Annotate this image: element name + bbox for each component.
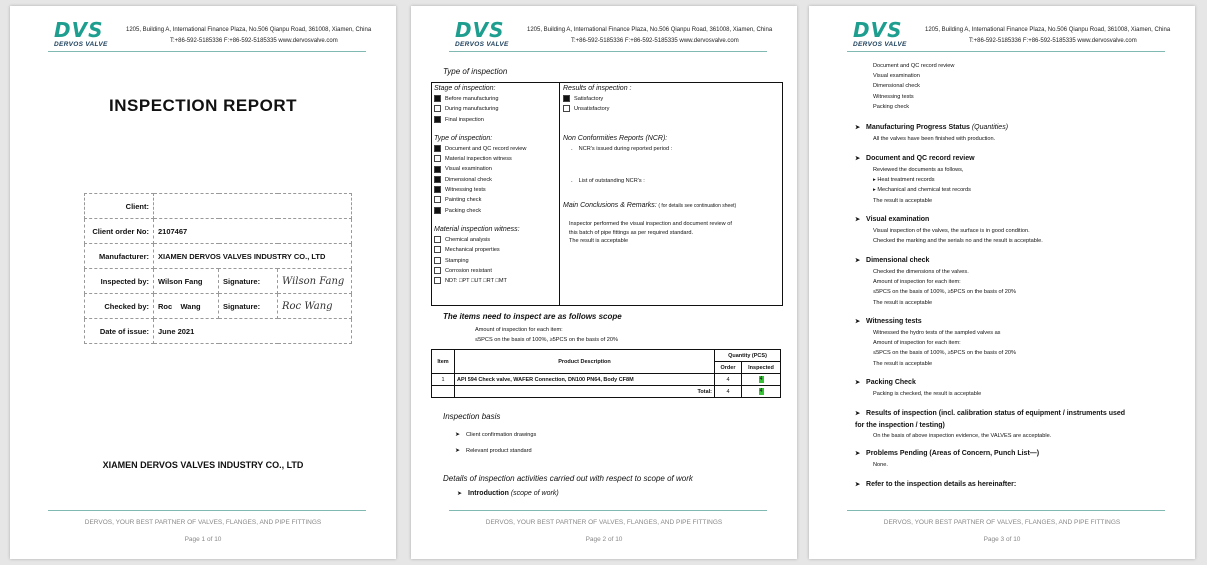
right-column: Results of inspection : Satisfactory Unsatisfactory Non Conformities Reports (NCR): . NCR’s issued during reported period : . List of outstanding NCR’s : Main Conclusions & Remarks: ( for details see continuation sheet) Inspector performed the visual inspection and document review of this batch of pipe fittings as per required standard. The result is acceptable <box>563 83 781 246</box>
header-divider <box>48 51 366 52</box>
table-row <box>85 194 352 219</box>
witnessing-section: ➤ Witnessing tests Witnessed the hydro tests of the sampled valves as Amount of inspection for each item: ≤5PCS on the basis of 100%, ≥5PCS on the basis of 20% The result is acceptable <box>855 318 1016 367</box>
results-section: ➤ Results of inspection (incl. calibration status of equipment / instruments used for the inspection / testing) On the basis of above inspection evidence, the VALVES are acceptable. <box>855 410 1126 439</box>
material-label: Mechanical properties <box>445 247 500 254</box>
type-list <box>434 144 556 216</box>
page-3 <box>809 6 1195 559</box>
arrow-icon: ➤ <box>457 491 463 497</box>
type-item <box>434 164 556 174</box>
quantity-table <box>431 349 781 398</box>
type-label: Packing check <box>445 207 482 214</box>
list-item: Visual examination <box>873 73 920 80</box>
total-label: Total: <box>455 386 715 398</box>
material-label: Stamping <box>445 257 469 264</box>
basis-item-2: ➤ Relevant product standard <box>455 448 532 454</box>
manufacturer-label: Manufacturer: <box>85 244 154 269</box>
type-item <box>434 185 556 195</box>
scope-line-1: Amount of inspection for each item: <box>475 327 563 333</box>
header-divider <box>449 51 767 52</box>
logo-mark: DVS <box>455 18 505 42</box>
company-logo <box>853 20 915 48</box>
type-label: Witnessing tests <box>445 187 486 194</box>
inspection-type-box <box>431 82 783 306</box>
result-item <box>563 104 781 114</box>
stage-heading: Stage of inspection: <box>434 85 496 92</box>
main-text-3: The result is acceptable <box>569 238 629 245</box>
checked-box-icon <box>563 95 570 102</box>
table-row <box>85 319 352 344</box>
logo-text: DERVOS VALVE <box>853 41 907 48</box>
material-item <box>434 256 556 266</box>
type-label: Painting check <box>445 197 482 204</box>
order-value: 2107467 <box>154 219 352 244</box>
scope-title: The items need to inspect are as follows scope <box>443 312 622 321</box>
main-text-1: Inspector performed the visual inspection and document review of <box>569 221 732 228</box>
type-label: Visual examination <box>445 166 492 173</box>
header-contact: T:+86-592-5185336 F:+86-592-5185335 www.dervosvalve.com <box>969 38 1137 44</box>
type-of-inspection-title: Type of inspection <box>443 67 508 76</box>
refer-section: ➤ Refer to the inspection details as hereinafter: <box>855 481 1017 488</box>
header-divider <box>847 51 1165 52</box>
signature-roc <box>278 294 352 319</box>
footer-slogan: DERVOS, YOUR BEST PARTNER OF VALVES, FLANGES, AND PIPE FITTINGS <box>883 519 1121 526</box>
col-desc: Product Description <box>455 350 715 374</box>
type-label: Dimensional check <box>445 176 492 183</box>
checked-box-icon <box>434 207 441 214</box>
list-item: Document and QC record review <box>873 63 955 69</box>
total-order: 4 <box>715 386 742 398</box>
main-conclusions-note: ( for details see continuation sheet) <box>658 203 737 210</box>
list-item: Dimensional check <box>873 83 920 90</box>
list-item: Packing check <box>873 103 910 110</box>
material-list <box>434 235 556 276</box>
company-logo <box>54 20 116 48</box>
manufacturer-value: XIAMEN DERVOS VALVES INDUSTRY CO., LTD <box>154 244 352 269</box>
material-label: Corrosion resistant <box>445 267 492 274</box>
company-name: XIAMEN DERVOS VALVES INDUSTRY CO., LTD <box>102 460 304 470</box>
progress-section: ➤ Manufacturing Progress Status (Quantities) All the valves have been finished with production. <box>855 124 1009 142</box>
footer-slogan: DERVOS, YOUR BEST PARTNER OF VALVES, FLANGES, AND PIPE FITTINGS <box>485 519 723 526</box>
col-inspected: Inspected <box>742 362 781 374</box>
pending-section: ➤ Problems Pending (Areas of Concern, Punch List—) None. <box>855 450 1040 468</box>
visual-section: ➤ Visual examination Visual inspection of the valves, the surface is in good condition. Checked the marking and the serials no and the result is acceptable. <box>855 216 1043 245</box>
checkbox-icon <box>434 105 441 112</box>
cell-desc: API 594 Check valve, WAFER Connection, DN100 PN64, Body CF8M <box>455 374 715 386</box>
type-item <box>434 206 556 216</box>
type-item <box>434 154 556 164</box>
report-info-table <box>84 193 352 344</box>
footer-divider <box>847 510 1165 511</box>
total-inspected: 4 <box>759 388 763 394</box>
checked-box-icon <box>434 186 441 193</box>
stage-item <box>434 94 556 104</box>
type-item <box>434 195 556 205</box>
type-label: Material inspection witness <box>445 156 512 163</box>
checked-box-icon <box>434 116 441 123</box>
header-address: 1205, Building A, International Finance Plaza, No.506 Qianpu Road, 361008, Xiamen, China <box>126 27 372 33</box>
arrow-icon: ➤ <box>455 448 461 454</box>
checkbox-icon <box>434 196 441 203</box>
material-item <box>434 245 556 255</box>
table-row <box>85 244 352 269</box>
packing-section: ➤ Packing Check Packing is checked, the result is acceptable <box>855 379 982 397</box>
footer-slogan: DERVOS, YOUR BEST PARTNER OF VALVES, FLANGES, AND PIPE FITTINGS <box>84 519 322 526</box>
footer-divider <box>48 510 366 511</box>
report-title: INSPECTION REPORT <box>109 96 297 115</box>
ncr-line-1: NCR’s issued during reported period : <box>578 145 673 152</box>
client-value <box>154 194 352 219</box>
result-label: Unsatisfactory <box>574 106 610 113</box>
stage-item <box>434 115 556 125</box>
ncr-line-2: List of outstanding NCR’s : <box>578 177 645 184</box>
ncr-heading: Non Conformities Reports (NCR): <box>563 134 668 142</box>
table-row <box>85 219 352 244</box>
checkbox-icon <box>434 246 441 253</box>
results-list <box>563 94 781 115</box>
col-item: Item <box>432 350 455 374</box>
footer-divider <box>449 510 767 511</box>
results-heading: Results of inspection : <box>563 85 632 92</box>
type-label: Document and QC record review <box>445 145 527 152</box>
page-number: Page 2 of 10 <box>585 536 623 543</box>
signature-label: Signature: <box>219 269 278 294</box>
logo-mark: DVS <box>853 18 903 42</box>
checkbox-icon <box>563 105 570 112</box>
checked-box-icon <box>434 166 441 173</box>
cell-inspected-value: 4 <box>759 376 763 382</box>
checkbox-icon <box>434 267 441 274</box>
date-value: June 2021 <box>154 319 352 344</box>
cell-item: 1 <box>432 374 455 386</box>
col-qty: Quantity (PCS) <box>715 350 781 362</box>
type-heading: Type of inspection: <box>434 134 493 142</box>
checked-box-icon <box>434 176 441 183</box>
box-divider <box>559 83 560 305</box>
arrow-icon: ➤ <box>455 432 461 438</box>
header-address: 1205, Building A, International Finance Plaza, No.506 Qianpu Road, 361008, Xiamen, China <box>527 27 773 33</box>
material-item <box>434 266 556 276</box>
result-item <box>563 94 781 104</box>
date-label: Date of issue: <box>85 319 154 344</box>
page-2 <box>411 6 797 559</box>
logo-mark: DVS <box>54 18 104 42</box>
table-header-row <box>432 350 781 362</box>
type-item <box>434 175 556 185</box>
main-text-2: this batch of pipe fittings as per required standard. <box>569 229 694 236</box>
stage-label: Final inspection <box>445 116 484 123</box>
stage-item <box>434 104 556 114</box>
scope-line-2: ≤5PCS on the basis of 100%, ≥5PCS on the basis of 20% <box>475 337 618 343</box>
stage-label: During manufacturing <box>445 106 499 113</box>
checked-by-label: Checked by: <box>85 294 154 319</box>
material-label: Chemical analysis <box>445 236 491 243</box>
page-1 <box>10 6 396 559</box>
order-label: Client order No: <box>85 219 154 244</box>
list-item: Witnessing tests <box>873 93 914 100</box>
header-contact: T:+86-592-5185336 F:+86-592-5185335 www.dervosvalve.com <box>571 38 739 44</box>
inspected-by-label: Inspected by: <box>85 269 154 294</box>
introduction-line: ➤ Introduction (scope of work) <box>457 490 559 497</box>
table-row <box>85 269 352 294</box>
top-lines <box>873 61 954 112</box>
total-inspected-cell <box>742 386 781 398</box>
client-label: Client: <box>85 194 154 219</box>
stage-list <box>434 94 556 125</box>
logo-text: DERVOS VALVE <box>54 41 108 48</box>
left-column <box>434 83 556 286</box>
checkbox-icon <box>434 236 441 243</box>
cell-order: 4 <box>715 374 742 386</box>
doc-review-section: ➤ Document and QC record review Reviewed the documents as follows, ▸ Heat treatment records ▸ Mechanical and chemical test records The result is acceptable <box>855 155 975 204</box>
header-contact: T:+86-592-5185336 F:+86-592-5185335 www.dervosvalve.com <box>170 38 338 44</box>
table-row <box>432 374 781 386</box>
details-title: Details of inspection activities carried out with respect to scope of work <box>443 474 693 483</box>
material-heading: Material inspection witness: <box>434 225 520 233</box>
col-order: Order <box>715 362 742 374</box>
dimensional-section: ➤ Dimensional check Checked the dimensions of the valves. Amount of inspection for each item: ≤5PCS on the basis of 100%, ≥5PCS on the basis of 20% The result is acceptable <box>855 257 1016 306</box>
header-address: 1205, Building A, International Finance Plaza, No.506 Qianpu Road, 361008, Xiamen, China <box>925 27 1171 33</box>
checked-box-icon <box>434 95 441 102</box>
signature-image: Wilson Fang <box>282 275 345 287</box>
inspected-by-value: Wilson Fang <box>154 269 219 294</box>
cell-inspected <box>742 374 781 386</box>
result-label: Satisfactory <box>574 96 604 102</box>
main-conclusions-heading: Main Conclusions & Remarks: <box>563 202 657 210</box>
signature-label: Signature: <box>219 294 278 319</box>
checkbox-icon <box>434 155 441 162</box>
checked-box-icon <box>434 145 441 152</box>
checkbox-icon <box>434 277 441 284</box>
signature-image: Roc Wang <box>282 300 333 312</box>
signature-wilson <box>278 269 352 294</box>
page-number: Page 1 of 10 <box>184 536 222 543</box>
basis-item-1: ➤ Client confirmation drawings <box>455 432 537 438</box>
checkbox-icon <box>434 257 441 264</box>
type-item <box>434 144 556 154</box>
material-item <box>434 235 556 245</box>
logo-text: DERVOS VALVE <box>455 41 509 48</box>
company-logo <box>455 20 517 48</box>
checked-by-value: Roc Wang <box>154 294 219 319</box>
table-row <box>85 294 352 319</box>
page-number: Page 3 of 10 <box>983 536 1021 543</box>
basis-title: Inspection basis <box>443 412 501 421</box>
table-total-row <box>432 386 781 398</box>
ndt-line: NDT: □PT □UT □RT □MT <box>445 278 507 285</box>
stage-label: Before manufacturing <box>445 96 499 102</box>
